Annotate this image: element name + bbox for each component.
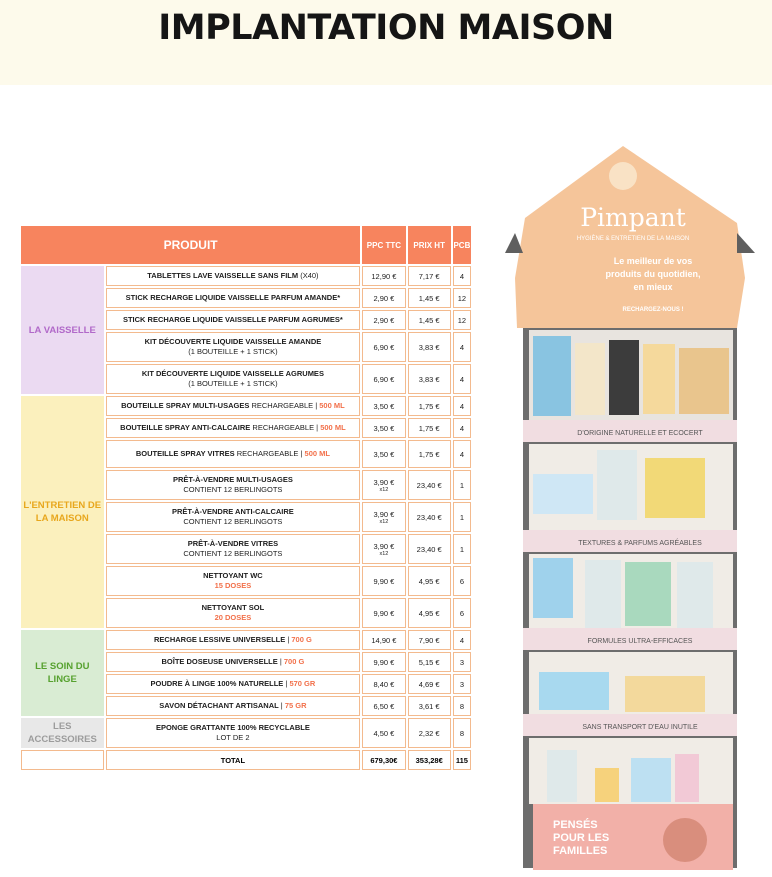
product-name-cell <box>106 288 361 308</box>
total-pcb: 115 <box>453 750 471 770</box>
made-in-normandie-badge <box>609 162 637 190</box>
prix-cell: 1,75 € <box>408 418 451 438</box>
pcb-cell: 8 <box>453 718 471 748</box>
ppc-cell <box>362 418 405 438</box>
ppc-value: 6,90 € <box>373 342 395 352</box>
brand-tagline: HYGIÈNE & ENTRETIEN DE LA MAISON <box>576 236 690 242</box>
product-name: KIT DÉCOUVERTE LIQUIDE VAISSELLE AGRUMES <box>141 369 324 378</box>
ppc-cell <box>362 364 405 394</box>
prix-cell: 7,90 € <box>408 630 451 650</box>
product-name-cell <box>106 534 361 564</box>
ppc-cell <box>362 310 405 330</box>
product-name-cell: BOUTEILLE SPRAY ANTI-CALCAIRE RECHARGEABLE | 500 ML <box>106 418 361 438</box>
ppc-value: 6,90 € <box>373 374 395 384</box>
product-extra: RECHARGEABLE <box>251 401 314 410</box>
prix-cell: 2,32 € <box>408 718 451 748</box>
table-header-row <box>21 226 471 264</box>
ppc-cell <box>362 440 405 468</box>
ppc-value: 14,90 € <box>371 635 397 645</box>
product-name: NETTOYANT SOL <box>201 603 265 612</box>
prix-cell: 4,95 € <box>408 598 451 628</box>
ppc-value: 3,50 € <box>373 423 395 433</box>
ppc-cell <box>362 630 405 650</box>
bottom-line-3: FAMILLES <box>553 845 608 857</box>
pcb-cell: 8 <box>453 696 471 716</box>
product-name: EPONGE GRATTANTE 100% RECYCLABLE <box>155 723 310 732</box>
product-name: PRÊT-À-VENDRE VITRES <box>187 539 279 548</box>
product-name-cell <box>106 470 361 500</box>
product-extra: RECHARGEABLE <box>236 449 299 458</box>
total-empty-cell <box>21 750 104 770</box>
prix-cell: 4,69 € <box>408 674 451 694</box>
ppc-cell <box>362 470 405 500</box>
product-name-cell: SAVON DÉTACHANT ARTISANAL | 75 GR <box>106 696 361 716</box>
table-row <box>21 630 471 650</box>
prix-cell: 23,40 € <box>408 534 451 564</box>
product-name: BOUTEILLE SPRAY ANTI-CALCAIRE <box>120 423 251 432</box>
product-name-cell <box>106 364 361 394</box>
ppc-value: 9,90 € <box>373 576 395 586</box>
total-row <box>21 750 471 770</box>
category-cell: L'ENTRETIEN DE LA MAISON <box>21 396 104 628</box>
shelf-label-4: SANS TRANSPORT D'EAU INUTILE <box>582 724 698 731</box>
product-name: BOUTEILLE SPRAY MULTI-USAGES <box>121 401 250 410</box>
prix-cell: 3,61 € <box>408 696 451 716</box>
ppc-value: 3,50 € <box>373 449 395 459</box>
total-prix: 353,28€ <box>408 750 451 770</box>
pcb-cell: 3 <box>453 652 471 672</box>
product-name-cell <box>106 598 361 628</box>
prix-cell: 1,45 € <box>408 310 451 330</box>
ppc-value: 4,50 € <box>373 728 395 738</box>
table-row <box>21 396 471 416</box>
prix-cell: 23,40 € <box>408 470 451 500</box>
pcb-cell: 4 <box>453 332 471 362</box>
pcb-cell: 4 <box>453 418 471 438</box>
table-row <box>21 266 471 286</box>
product-size-tag: 570 GR <box>289 679 316 688</box>
ppc-value: 3,90 € <box>373 477 395 487</box>
table-row <box>21 718 471 748</box>
product-size-tag: 700 G <box>283 657 305 666</box>
product-name-cell: RECHARGE LESSIVE UNIVERSELLE | 700 G <box>106 630 361 650</box>
headline-line-1: Le meilleur de vos <box>613 256 693 266</box>
product-name-cell <box>106 718 361 748</box>
product-name: STICK RECHARGE LIQUIDE VAISSELLE PARFUM AGRUMES* <box>122 315 343 324</box>
product-name: STICK RECHARGE LIQUIDE VAISSELLE PARFUM AMANDE* <box>125 293 341 302</box>
product-subtitle: (1 BOUTEILLE + 1 STICK) <box>188 379 278 388</box>
prix-cell: 4,95 € <box>408 566 451 596</box>
prix-cell: 1,75 € <box>408 396 451 416</box>
ppc-value: 8,40 € <box>373 679 395 689</box>
product-subtitle: CONTIENT 12 BERLINGOTS <box>183 517 283 526</box>
ppc-cell <box>362 696 405 716</box>
ppc-value: 9,90 € <box>373 657 395 667</box>
product-name-cell <box>106 310 361 330</box>
page-title: IMPLANTATION MAISON <box>158 8 614 48</box>
ppc-multiplier: x12 <box>379 518 389 525</box>
product-name-cell <box>106 566 361 596</box>
pcb-cell: 4 <box>453 440 471 468</box>
header-pcb: PCB <box>453 226 471 264</box>
product-size-tag: 700 G <box>291 635 312 644</box>
header-prix: PRIX HT <box>408 226 451 264</box>
product-size-tag: 15 DOSES <box>214 581 252 590</box>
ppc-cell <box>362 566 405 596</box>
ppc-value: 9,90 € <box>373 608 395 618</box>
cta-text: RECHARGEZ-NOUS ! <box>622 307 684 313</box>
ppc-value: 2,90 € <box>373 293 395 303</box>
header-produit: PRODUIT <box>21 226 360 264</box>
product-name: RECHARGE LESSIVE UNIVERSELLE <box>153 635 286 644</box>
product-subtitle: CONTIENT 12 BERLINGOTS <box>183 549 283 558</box>
pcb-cell: 6 <box>453 566 471 596</box>
ppc-multiplier: x12 <box>379 550 389 557</box>
shelf-label-2: TEXTURES & PARFUMS AGRÉABLES <box>578 540 702 547</box>
product-name: TABLETTES LAVE VAISSELLE SANS FILM <box>147 271 299 280</box>
ppc-cell <box>362 502 405 532</box>
product-subtitle: (1 BOUTEILLE + 1 STICK) <box>188 347 278 356</box>
category-cell: LE SOIN DU LINGE <box>21 630 104 716</box>
pcb-cell: 3 <box>453 674 471 694</box>
product-table <box>19 224 473 772</box>
product-name-cell <box>106 266 361 286</box>
bottom-line-2: POUR LES <box>553 832 610 844</box>
ppc-value: 6,50 € <box>373 701 395 711</box>
ppc-cell <box>362 266 405 286</box>
product-subtitle: CONTIENT 12 BERLINGOTS <box>183 485 283 494</box>
headline-line-3: en mieux <box>633 282 673 292</box>
product-extra: (X40) <box>300 271 319 280</box>
brand-logo: Pimpant <box>580 203 686 232</box>
product-name-cell <box>106 332 361 362</box>
pcb-cell: 4 <box>453 266 471 286</box>
ppc-cell <box>362 534 405 564</box>
pcb-cell: 1 <box>453 470 471 500</box>
ppc-cell <box>362 674 405 694</box>
product-name: PRÊT-À-VENDRE MULTI-USAGES <box>172 475 293 484</box>
pcb-cell: 6 <box>453 598 471 628</box>
headline-line-2: produits du quotidien, <box>605 269 701 279</box>
pcb-cell: 4 <box>453 396 471 416</box>
ppc-cell <box>362 396 405 416</box>
prix-cell: 7,17 € <box>408 266 451 286</box>
product-extra: RECHARGEABLE <box>252 423 315 432</box>
product-name: POUDRE À LINGE 100% NATURELLE <box>150 679 284 688</box>
ppc-cell <box>362 652 405 672</box>
ppc-value: 3,90 € <box>373 509 395 519</box>
prix-cell: 1,75 € <box>408 440 451 468</box>
bottom-line-1: PENSÉS <box>553 819 598 831</box>
product-name-cell: BOUTEILLE SPRAY VITRES RECHARGEABLE | 500 ML <box>106 440 361 468</box>
ppc-cell <box>362 718 405 748</box>
product-name: BOUTEILLE SPRAY VITRES <box>135 449 235 458</box>
ppc-value: 12,90 € <box>371 271 397 281</box>
prix-cell: 1,45 € <box>408 288 451 308</box>
ppc-value: 2,90 € <box>373 315 395 325</box>
product-name-cell: POUDRE À LINGE 100% NATURELLE | 570 GR <box>106 674 361 694</box>
product-name: KIT DÉCOUVERTE LIQUIDE VAISSELLE AMANDE <box>144 337 322 346</box>
ppc-value: 3,50 € <box>373 401 395 411</box>
pcb-cell: 4 <box>453 630 471 650</box>
pcb-cell: 1 <box>453 534 471 564</box>
product-name-cell: BOUTEILLE SPRAY MULTI-USAGES RECHARGEABLE | 500 ML <box>106 396 361 416</box>
product-size-tag: 500 ML <box>304 449 330 458</box>
prix-cell: 3,83 € <box>408 332 451 362</box>
category-cell: LA VAISSELLE <box>21 266 104 394</box>
pcb-cell: 12 <box>453 288 471 308</box>
total-label: TOTAL <box>106 750 361 770</box>
ppc-cell <box>362 332 405 362</box>
product-name-cell <box>106 502 361 532</box>
ppc-cell <box>362 288 405 308</box>
product-subtitle: LOT DE 2 <box>216 733 250 742</box>
product-name-cell: BOÎTE DOSEUSE UNIVERSELLE | 700 G <box>106 652 361 672</box>
product-name: NETTOYANT WC <box>203 571 263 580</box>
product-name: SAVON DÉTACHANT ARTISANAL <box>159 701 279 710</box>
prix-cell: 23,40 € <box>408 502 451 532</box>
pcb-cell: 1 <box>453 502 471 532</box>
pcb-cell: 12 <box>453 310 471 330</box>
product-name: PRÊT-À-VENDRE ANTI-CALCAIRE <box>172 507 294 516</box>
category-cell: LES ACCESSOIRES <box>21 718 104 748</box>
prix-cell: 3,83 € <box>408 364 451 394</box>
product-size-tag: 20 DOSES <box>214 613 252 622</box>
ppc-cell <box>362 598 405 628</box>
ppc-value: 3,90 € <box>373 541 395 551</box>
shelf-label-3: FORMULES ULTRA-EFFICACES <box>587 638 693 645</box>
pcb-cell: 4 <box>453 364 471 394</box>
display-stand-illustration <box>505 128 755 873</box>
product-size-tag: 500 ML <box>320 423 346 432</box>
header-ppc: PPC TTC <box>362 226 405 264</box>
product-size-tag: 75 GR <box>284 701 307 710</box>
shelf-label-1: D'ORIGINE NATURELLE ET ECOCERT <box>577 430 703 437</box>
total-ppc: 679,30€ <box>362 750 405 770</box>
ppc-multiplier: x12 <box>379 486 389 493</box>
product-size-tag: 500 ML <box>319 401 345 410</box>
prix-cell: 5,15 € <box>408 652 451 672</box>
product-name: BOÎTE DOSEUSE UNIVERSELLE <box>161 657 278 666</box>
